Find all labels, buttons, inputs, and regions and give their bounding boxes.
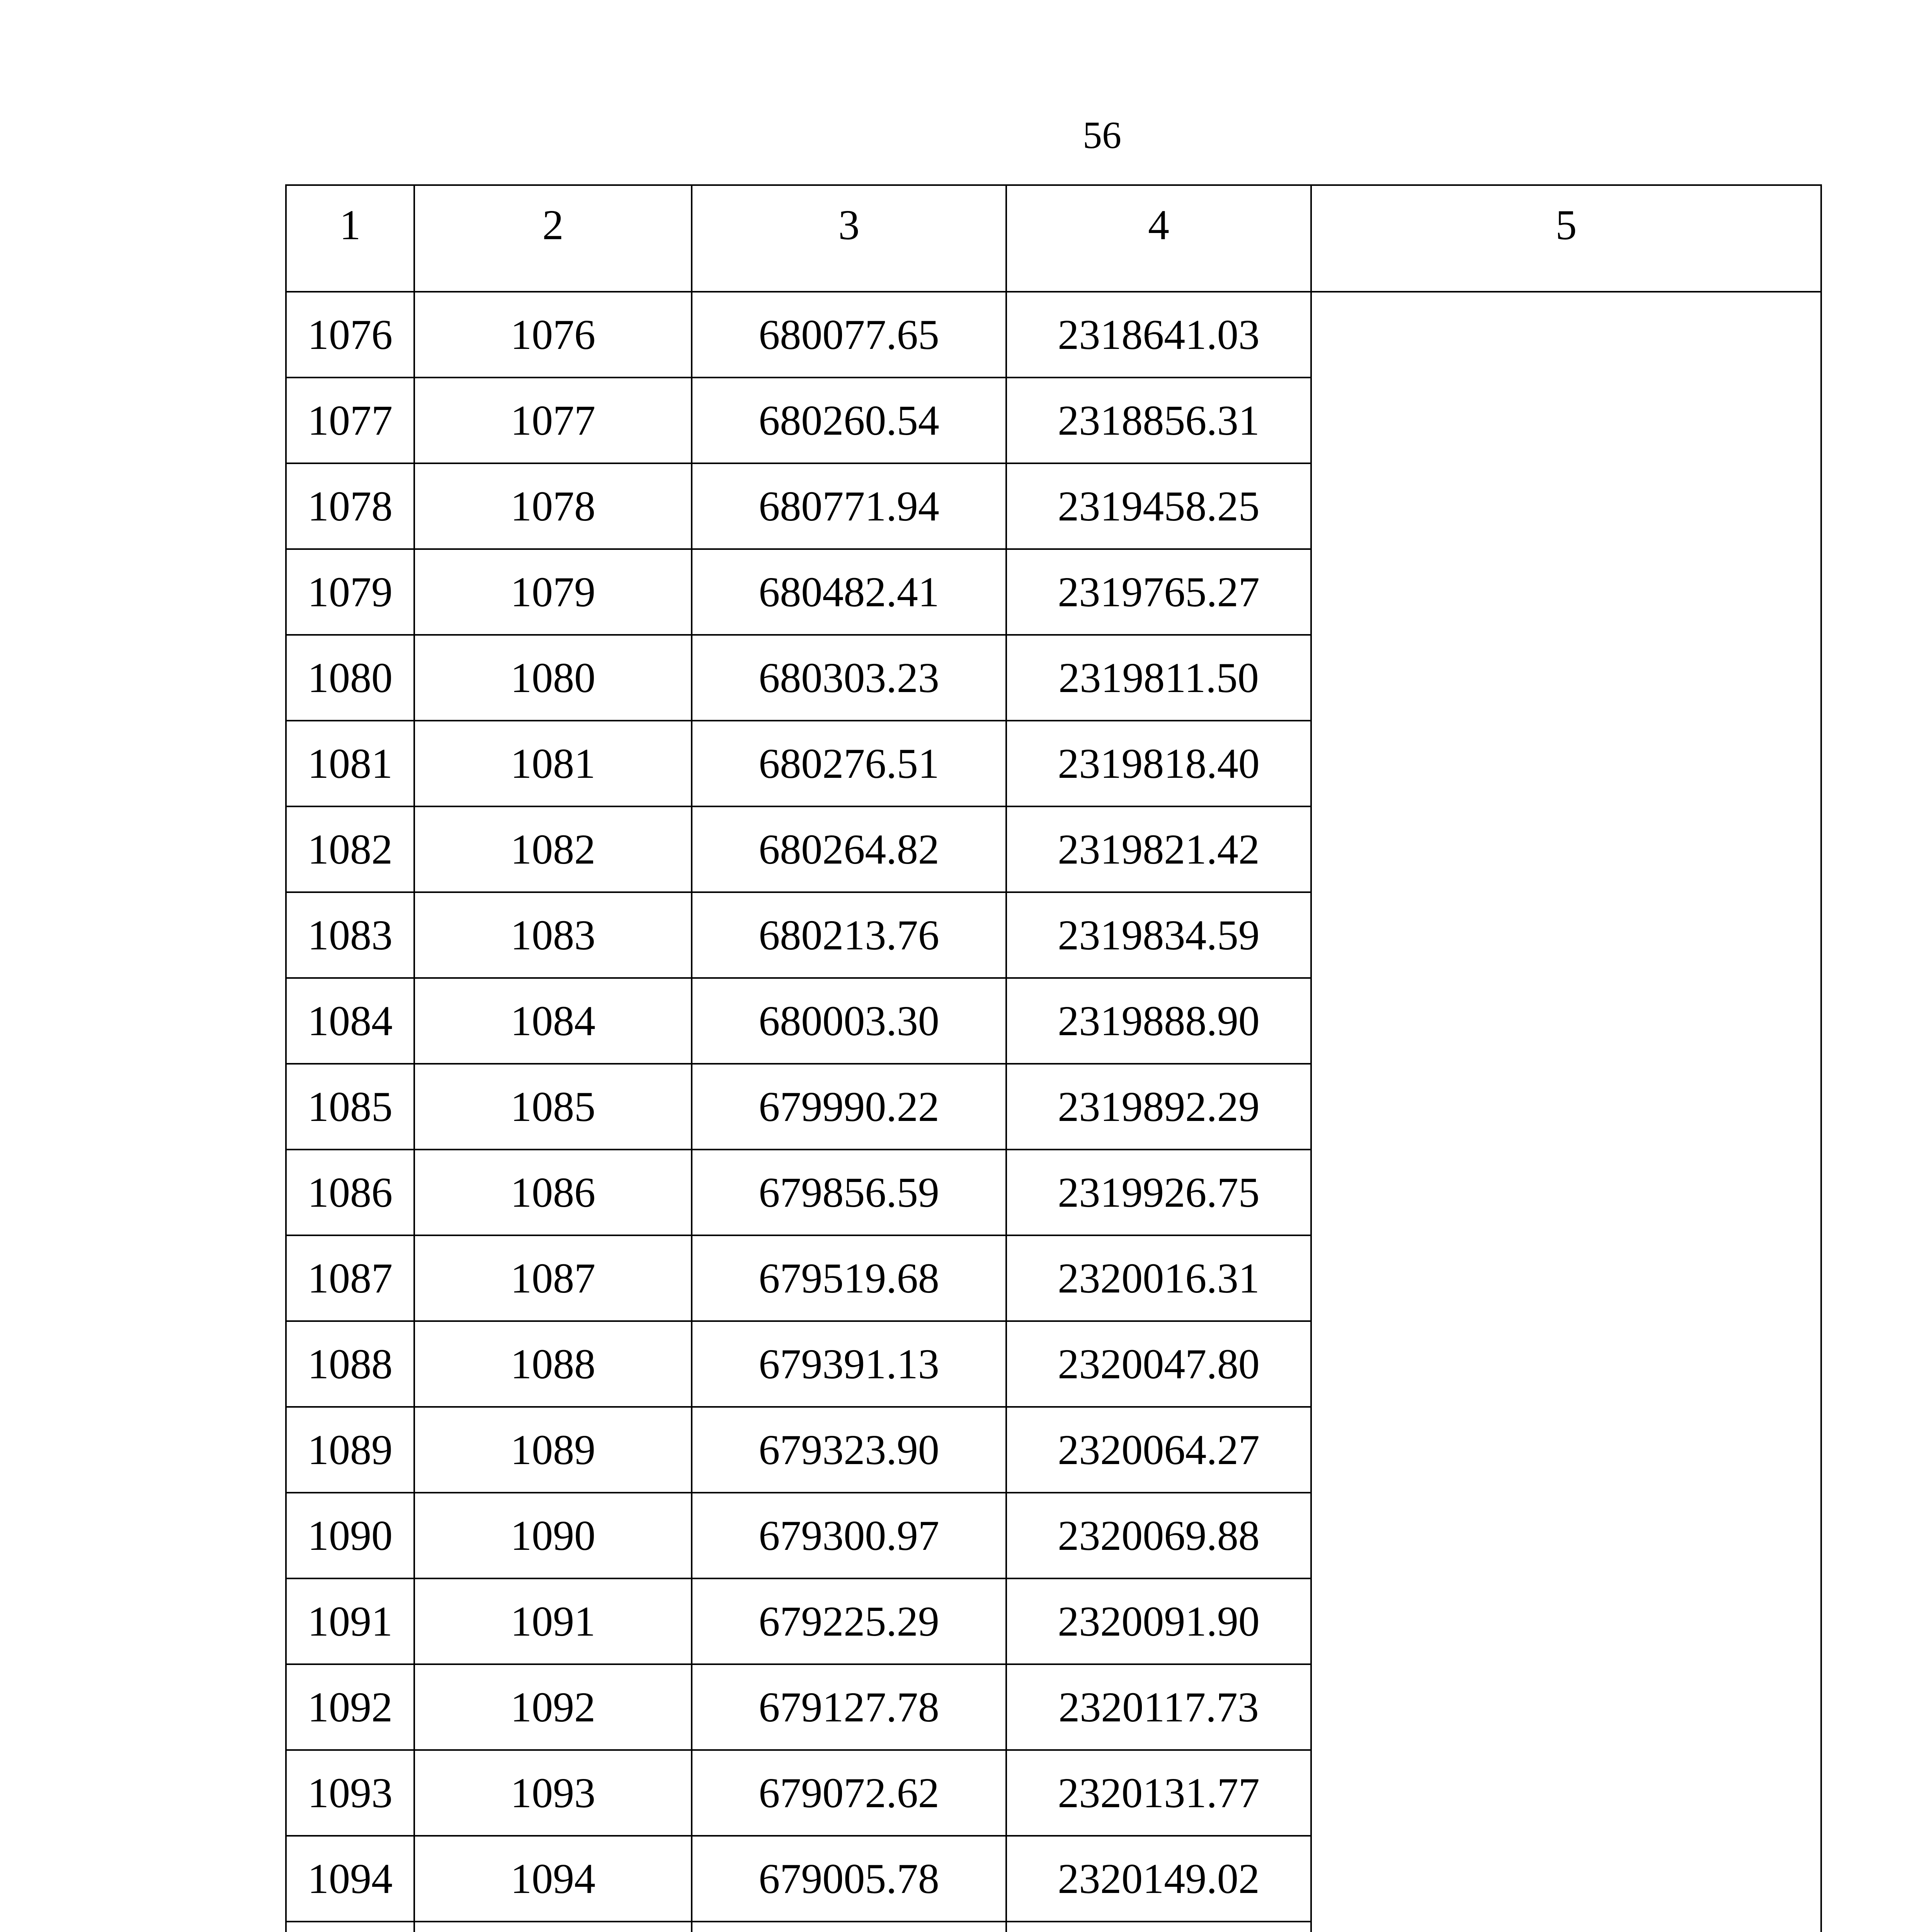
cell-col-1: 1092 <box>286 1664 414 1750</box>
cell-col-2: 1078 <box>414 463 692 549</box>
cell-col-4: 2318856.31 <box>1006 378 1311 463</box>
cell-col-2: 1091 <box>414 1578 692 1664</box>
cell-col-3: 679519.68 <box>692 1235 1006 1321</box>
cell-col-4: 2319458.25 <box>1006 463 1311 549</box>
cell-col-2: 1082 <box>414 806 692 892</box>
cell-col-4: 2319888.90 <box>1006 978 1311 1064</box>
cell-col-3: 679225.29 <box>692 1578 1006 1664</box>
cell-col-1: 1079 <box>286 549 414 635</box>
cell-col-4: 2319892.29 <box>1006 1064 1311 1150</box>
cell-col-2 <box>414 1922 692 1932</box>
cell-col-3: 679005.78 <box>692 1836 1006 1922</box>
cell-col-1: 1076 <box>286 292 414 378</box>
cell-col-3: 680482.41 <box>692 549 1006 635</box>
cell-col-4: 2320091.90 <box>1006 1578 1311 1664</box>
cell-col-1: 1087 <box>286 1235 414 1321</box>
cell-col-1: 1080 <box>286 635 414 721</box>
table-row <box>286 292 1821 378</box>
cell-col-2: 1079 <box>414 549 692 635</box>
table-body <box>286 292 1821 1932</box>
cell-col-2: 1083 <box>414 892 692 978</box>
cell-col-2: 1092 <box>414 1664 692 1750</box>
column-header-2: 2 <box>414 185 692 292</box>
cell-col-3: 680771.94 <box>692 463 1006 549</box>
column-header-5: 5 <box>1311 185 1821 292</box>
cell-col-1: 1088 <box>286 1321 414 1407</box>
cell-col-1 <box>286 1922 414 1932</box>
cell-col-1: 1089 <box>286 1407 414 1493</box>
cell-col-2: 1084 <box>414 978 692 1064</box>
cell-col-3: 679856.59 <box>692 1150 1006 1235</box>
column-header-3: 3 <box>692 185 1006 292</box>
cell-col-3: 680213.76 <box>692 892 1006 978</box>
cell-col-1: 1090 <box>286 1493 414 1578</box>
cell-col-2: 1077 <box>414 378 692 463</box>
cell-col-1: 1086 <box>286 1150 414 1235</box>
header-row <box>286 185 1821 292</box>
cell-col-3: 680303.23 <box>692 635 1006 721</box>
cell-col-1: 1082 <box>286 806 414 892</box>
cell-col-1: 1091 <box>286 1578 414 1664</box>
cell-col-2: 1090 <box>414 1493 692 1578</box>
cell-col-3: 679391.13 <box>692 1321 1006 1407</box>
cell-col-3: 680077.65 <box>692 292 1006 378</box>
cell-col-2: 1093 <box>414 1750 692 1836</box>
cell-col-4: 2319765.27 <box>1006 549 1311 635</box>
cell-col-3: 679300.97 <box>692 1493 1006 1578</box>
cell-col-2: 1094 <box>414 1836 692 1922</box>
cell-col-2: 1087 <box>414 1235 692 1321</box>
cell-col-4: 2320131.77 <box>1006 1750 1311 1836</box>
page-number: 56 <box>1083 114 1121 156</box>
cell-col-1: 1077 <box>286 378 414 463</box>
column-header-4: 4 <box>1006 185 1311 292</box>
table-header <box>286 185 1821 292</box>
cell-col-1: 1078 <box>286 463 414 549</box>
coordinates-table <box>285 184 1822 1932</box>
cell-col-4: 2320047.80 <box>1006 1321 1311 1407</box>
cell-col-4: 2319926.75 <box>1006 1150 1311 1235</box>
cell-col-1: 1093 <box>286 1750 414 1836</box>
cell-col-2: 1088 <box>414 1321 692 1407</box>
cell-col-1: 1085 <box>286 1064 414 1150</box>
cell-col-2: 1089 <box>414 1407 692 1493</box>
cell-col-4: 2320149.02 <box>1006 1836 1311 1922</box>
cell-col-4: 2320069.88 <box>1006 1493 1311 1578</box>
cell-col-4: 2319821.42 <box>1006 806 1311 892</box>
cell-col-1: 1081 <box>286 721 414 806</box>
cell-col-4 <box>1006 1922 1311 1932</box>
cell-col-2: 1080 <box>414 635 692 721</box>
column-header-1: 1 <box>286 185 414 292</box>
cell-col-4: 2319818.40 <box>1006 721 1311 806</box>
cell-col-2: 1081 <box>414 721 692 806</box>
cell-col-1: 1084 <box>286 978 414 1064</box>
cell-col-3: 679323.90 <box>692 1407 1006 1493</box>
cell-col-3 <box>692 1922 1006 1932</box>
cell-col-2: 1076 <box>414 292 692 378</box>
cell-col-4: 2320117.73 <box>1006 1664 1311 1750</box>
cell-col-5-merged <box>1311 292 1821 1932</box>
cell-col-3: 679127.78 <box>692 1664 1006 1750</box>
cell-col-3: 679072.62 <box>692 1750 1006 1836</box>
cell-col-2: 1085 <box>414 1064 692 1150</box>
cell-col-3: 680003.30 <box>692 978 1006 1064</box>
cell-col-3: 679990.22 <box>692 1064 1006 1150</box>
cell-col-3: 680264.82 <box>692 806 1006 892</box>
cell-col-3: 680260.54 <box>692 378 1006 463</box>
cell-col-3: 680276.51 <box>692 721 1006 806</box>
cell-col-4: 2320016.31 <box>1006 1235 1311 1321</box>
cell-col-1: 1083 <box>286 892 414 978</box>
cell-col-2: 1086 <box>414 1150 692 1235</box>
cell-col-4: 2320064.27 <box>1006 1407 1311 1493</box>
cell-col-4: 2319834.59 <box>1006 892 1311 978</box>
cell-col-4: 2319811.50 <box>1006 635 1311 721</box>
cell-col-4: 2318641.03 <box>1006 292 1311 378</box>
cell-col-1: 1094 <box>286 1836 414 1922</box>
